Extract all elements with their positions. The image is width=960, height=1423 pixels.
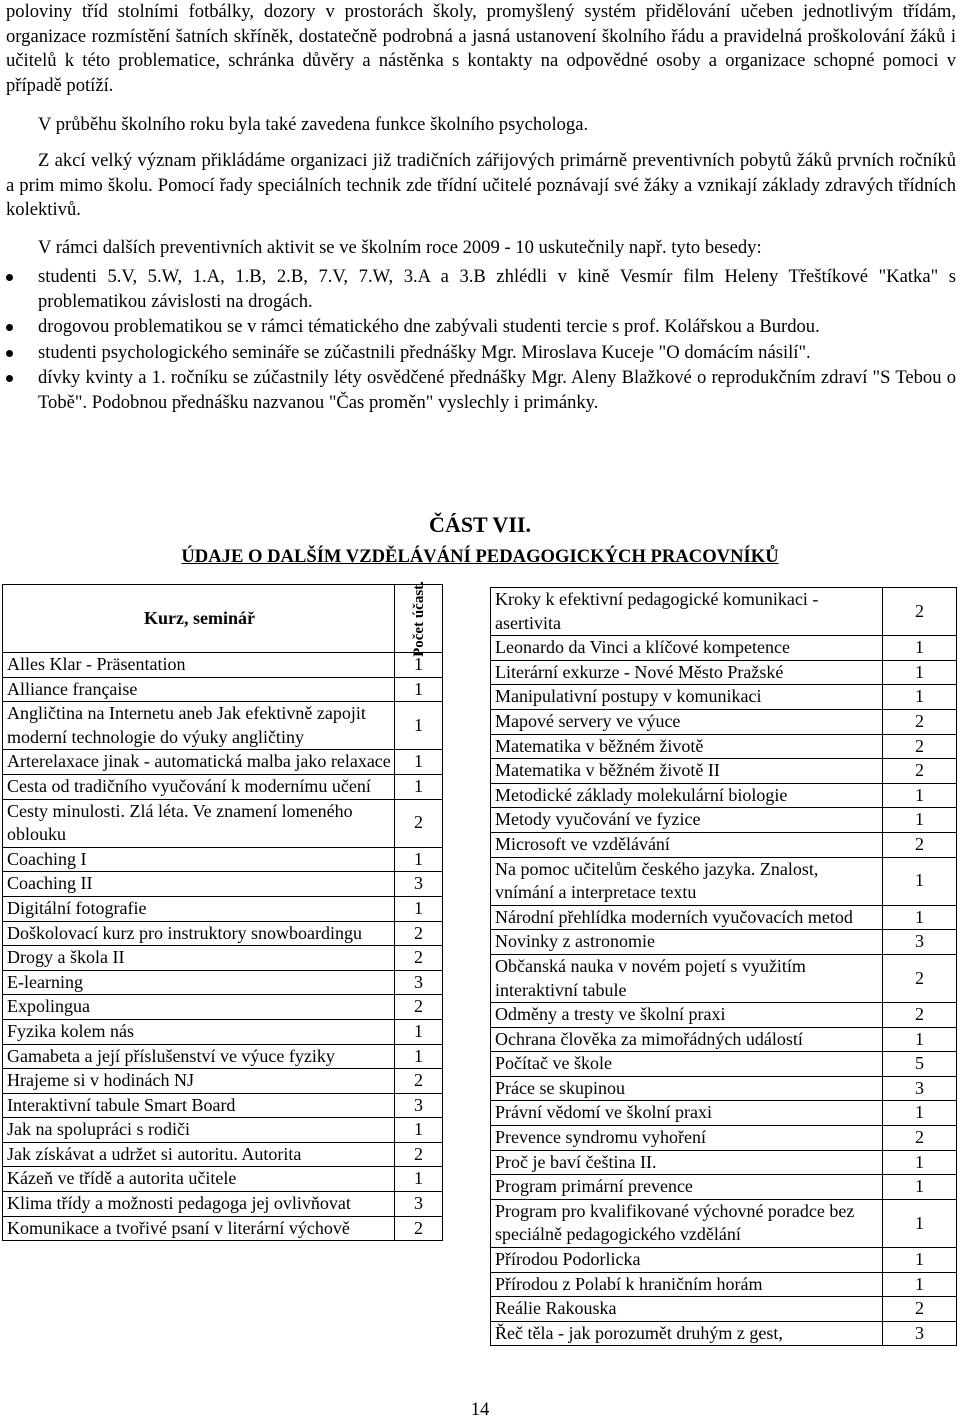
intro-paragraph: poloviny tříd stolními fotbálky, dozory v prostorách školy, promyšlený systém přidělování učeben jednotlivým třídám, organizace rozmístění šatních skříněk, dostatečně podrobná a jasná ustanovení školního řádu a pravidelná proškolování žáků i učitelů k této problematice, schránka důvěry a nástěnka s kontakty na odpovědné osoby a organizace schopné pomoci v případě potíží. (6, 1, 956, 96)
table-row (3, 774, 443, 799)
table-row (491, 930, 957, 955)
participant-count-cell: 2 (395, 921, 443, 946)
table-row (491, 759, 957, 784)
course-column-header: Kurz, seminář (3, 585, 395, 653)
table-row (491, 1321, 957, 1346)
bullet-icon (6, 375, 13, 382)
course-name-cell: Interaktivní tabule Smart Board (3, 1093, 395, 1118)
prevention-paragraph: V rámci dalších preventivních aktivit se ve školním roce 2009 - 10 uskutečnily např. tyto besedy: (38, 237, 762, 258)
table-row (491, 905, 957, 930)
course-name-cell: E-learning (3, 970, 395, 995)
list-item-text: studenti 5.V, 5.W, 1.A, 1.B, 2.B, 7.V, 7.W, 3.A a 3.B zhlédli v kině Vesmír film Heleny Třeštíkové "Katka" s problematikou závislosti na drogách. (38, 266, 956, 312)
participant-count-cell: 1 (883, 1272, 957, 1297)
course-name-cell: Coaching I (3, 847, 395, 872)
course-name-cell: Reálie Rakouska (491, 1297, 883, 1322)
participant-count-cell: 1 (395, 677, 443, 702)
participant-count-cell: 2 (883, 734, 957, 759)
course-name-cell: Ochrana člověka za mimořádných událostí (491, 1027, 883, 1052)
participant-count-cell: 3 (883, 930, 957, 955)
course-name-cell: Komunikace a tvořivé psaní v literární výchově (3, 1216, 395, 1241)
course-name-cell: Expolingua (3, 995, 395, 1020)
participant-count-cell: 3 (395, 1093, 443, 1118)
table-row (491, 709, 957, 734)
count-column-header (395, 580, 443, 657)
table-row (3, 1216, 443, 1241)
course-name-cell: Gamabeta a její příslušenství ve výuce fyziky (3, 1044, 395, 1069)
table-row (3, 1192, 443, 1217)
course-name-cell: Angličtina na Internetu aneb Jak efektivně zapojit moderní technologie do výuky angličtiny (3, 702, 395, 750)
course-name-cell: Přírodou z Polabí k hraničním horám (491, 1272, 883, 1297)
participant-count-cell: 2 (883, 709, 957, 734)
course-name-cell: Práce se skupinou (491, 1076, 883, 1101)
table-row (3, 1167, 443, 1192)
table-row (3, 896, 443, 921)
table-row (491, 734, 957, 759)
courses-table-right-body (491, 588, 957, 1346)
course-name-cell: Drogy a škola II (3, 946, 395, 971)
count-column-header-label: Počet účast. (410, 580, 427, 657)
course-name-cell: Přírodou Podorlicka (491, 1248, 883, 1273)
list-item-text: dívky kvinty a 1. ročníku se zúčastnily léty osvědčené přednášky Mgr. Aleny Blažkové o reprodukčním zdraví "S Tebou o Tobě". Podobnou přednášku nazvanou "Čas proměn" vyslechly i primánky. (38, 367, 956, 413)
participant-count-cell: 1 (883, 1175, 957, 1200)
participant-count-cell: 1 (883, 783, 957, 808)
course-name-cell: Manipulativní postupy v komunikaci (491, 685, 883, 710)
list-item-text: studenti psychologického semináře se zúčastnili přednášky Mgr. Miroslava Kuceje "O domácím násilí". (38, 341, 811, 363)
participant-count-cell: 1 (883, 1199, 957, 1247)
psychologist-paragraph: V průběhu školního roku byla také zavedena funkce školního psychologa. (38, 114, 589, 135)
table-row (491, 954, 957, 1002)
table-header-row (3, 585, 443, 653)
participant-count-cell: 1 (883, 636, 957, 661)
table-row (491, 1150, 957, 1175)
participant-count-cell: 1 (395, 774, 443, 799)
table-row (491, 1272, 957, 1297)
course-name-cell: Fyzika kolem nás (3, 1019, 395, 1044)
participant-count-cell: 1 (883, 808, 957, 833)
course-name-cell: Na pomoc učitelům českého jazyka. Znalost, vnímání a interpretace textu (491, 857, 883, 905)
participant-count-cell: 3 (395, 970, 443, 995)
participant-count-cell: 5 (883, 1052, 957, 1077)
courses-table-left (2, 580, 443, 1241)
course-name-cell: Počítač ve škole (491, 1052, 883, 1077)
course-name-cell: Literární exkurze - Nové Město Pražské (491, 660, 883, 685)
participant-count-cell: 2 (395, 1069, 443, 1094)
table-row (3, 970, 443, 995)
participant-count-cell: 1 (395, 702, 443, 750)
course-name-cell: Odměny a tresty ve školní praxi (491, 1003, 883, 1028)
participant-count-cell: 2 (883, 588, 957, 636)
table-row (491, 1003, 957, 1028)
participant-count-cell: 1 (883, 1027, 957, 1052)
participant-count-cell: 1 (395, 1118, 443, 1143)
table-row (3, 946, 443, 971)
list-item (0, 315, 956, 340)
course-name-cell: Alles Klar - Präsentation (3, 653, 395, 678)
actions-paragraph: Z akcí velký význam přikládáme organizaci již tradičních zářijových primárně preventivních pobytů žáků prvních ročníků a prim mimo školu. Pomocí řady speciálních technik zde třídní učitelé poznávají své žáky a vznikají základy zdravých třídních kolektivů. (6, 150, 956, 221)
table-row (3, 1044, 443, 1069)
part-title: ČÁST VII. (429, 512, 531, 537)
participant-count-cell: 3 (395, 872, 443, 897)
bullet-icon (6, 350, 13, 357)
table-row (491, 1126, 957, 1151)
participant-count-cell: 1 (883, 1101, 957, 1126)
participant-count-cell: 1 (395, 750, 443, 775)
list-item (0, 341, 956, 366)
participant-count-cell: 2 (395, 1142, 443, 1167)
courses-table-left-body (3, 653, 443, 1241)
course-name-cell: Kroky k efektivní pedagogické komunikaci - asertivita (491, 588, 883, 636)
table-row (491, 1076, 957, 1101)
participant-count-cell: 2 (883, 1297, 957, 1322)
table-row (491, 1248, 957, 1273)
table-row (491, 1052, 957, 1077)
table-row (3, 1118, 443, 1143)
course-name-cell: Národní přehlídka moderních vyučovacích metod (491, 905, 883, 930)
participant-count-cell: 1 (395, 1167, 443, 1192)
participant-count-cell: 2 (395, 995, 443, 1020)
courses-table-right (490, 587, 957, 1346)
course-name-cell: Jak na spolupráci s rodiči (3, 1118, 395, 1143)
table-row (3, 702, 443, 750)
participant-count-cell: 1 (883, 1150, 957, 1175)
participant-count-cell: 1 (395, 1019, 443, 1044)
table-row (3, 847, 443, 872)
course-name-cell: Jak získávat a udržet si autoritu. Autorita (3, 1142, 395, 1167)
participant-count-cell: 1 (883, 660, 957, 685)
course-name-cell: Microsoft ve vzdělávání (491, 832, 883, 857)
participant-count-cell: 2 (883, 832, 957, 857)
table-row (3, 1093, 443, 1118)
participant-count-cell: 2 (883, 954, 957, 1002)
participant-count-cell: 3 (395, 1192, 443, 1217)
table-row (491, 636, 957, 661)
participant-count-cell: 2 (883, 1126, 957, 1151)
table-row (3, 1069, 443, 1094)
course-name-cell: Kázeň ve třídě a autorita učitele (3, 1167, 395, 1192)
course-name-cell: Cesta od tradičního vyučování k modernímu učení (3, 774, 395, 799)
participant-count-cell: 2 (395, 1216, 443, 1241)
participant-count-cell: 1 (395, 1044, 443, 1069)
course-name-cell: Novinky z astronomie (491, 930, 883, 955)
bullet-icon (6, 274, 13, 281)
table-row (3, 872, 443, 897)
table-row (491, 588, 957, 636)
course-name-cell: Metody vyučování ve fyzice (491, 808, 883, 833)
list-item (0, 265, 956, 314)
bullet-icon (6, 324, 13, 331)
course-name-cell: Leonardo da Vinci a klíčové kompetence (491, 636, 883, 661)
table-row (491, 1027, 957, 1052)
course-name-cell: Právní vědomí ve školní praxi (491, 1101, 883, 1126)
course-name-cell: Program pro kvalifikované výchovné poradce bez speciálně pedagogického vzdělání (491, 1199, 883, 1247)
course-name-cell: Klima třídy a možnosti pedagoga jej ovlivňovat (3, 1192, 395, 1217)
course-name-cell: Doškolovací kurz pro instruktory snowboardingu (3, 921, 395, 946)
table-row (491, 1101, 957, 1126)
table-row (3, 995, 443, 1020)
course-name-cell: Metodické základy molekulární biologie (491, 783, 883, 808)
table-row (3, 1019, 443, 1044)
course-name-cell: Mapové servery ve výuce (491, 709, 883, 734)
table-row (3, 653, 443, 678)
table-row (491, 685, 957, 710)
table-row (491, 857, 957, 905)
course-name-cell: Program primární prevence (491, 1175, 883, 1200)
list-item (0, 366, 956, 415)
participant-count-cell: 1 (395, 896, 443, 921)
course-name-cell: Hrajeme si v hodinách NJ (3, 1069, 395, 1094)
prevention-list (0, 265, 956, 416)
participant-count-cell: 1 (883, 857, 957, 905)
page-number: 14 (470, 1399, 490, 1420)
participant-count-cell: 1 (883, 685, 957, 710)
table-row (3, 1142, 443, 1167)
course-name-cell: Alliance française (3, 677, 395, 702)
table-row (3, 921, 443, 946)
participant-count-cell: 3 (883, 1076, 957, 1101)
participant-count-cell: 3 (883, 1321, 957, 1346)
table-row (491, 832, 957, 857)
participant-count-cell: 1 (883, 905, 957, 930)
course-name-cell: Občanská nauka v novém pojetí s využitím interaktivní tabule (491, 954, 883, 1002)
participant-count-cell: 2 (883, 759, 957, 784)
table-row (491, 1297, 957, 1322)
table-row (491, 660, 957, 685)
table-row (3, 750, 443, 775)
course-name-cell: Cesty minulosti. Zlá léta. Ve znamení lomeného oblouku (3, 799, 395, 847)
course-name-cell: Arterelaxace jinak - automatická malba jako relaxace (3, 750, 395, 775)
course-name-cell: Digitální fotografie (3, 896, 395, 921)
list-item-text: drogovou problematikou se v rámci tématického dne zabývali studenti tercie s prof. Kolářskou a Burdou. (38, 316, 820, 338)
course-name-cell: Proč je baví čeština II. (491, 1150, 883, 1175)
participant-count-cell: 2 (395, 799, 443, 847)
table-row (491, 783, 957, 808)
table-row (491, 808, 957, 833)
course-name-cell: Coaching II (3, 872, 395, 897)
table-row (491, 1199, 957, 1247)
participant-count-cell: 1 (883, 1248, 957, 1273)
part-subtitle: ÚDAJE O DALŠÍM VZDĚLÁVÁNÍ PEDAGOGICKÝCH PRACOVNÍKŮ (181, 546, 779, 567)
table-row (3, 677, 443, 702)
course-name-cell: Matematika v běžném životě (491, 734, 883, 759)
participant-count-cell: 2 (883, 1003, 957, 1028)
participant-count-cell: 1 (395, 847, 443, 872)
table-row (3, 799, 443, 847)
course-name-cell: Řeč těla - jak porozumět druhým z gest, (491, 1321, 883, 1346)
course-name-cell: Matematika v běžném životě II (491, 759, 883, 784)
participant-count-cell: 1 (395, 653, 443, 678)
participant-count-cell: 2 (395, 946, 443, 971)
table-row (491, 1175, 957, 1200)
course-name-cell: Prevence syndromu vyhoření (491, 1126, 883, 1151)
